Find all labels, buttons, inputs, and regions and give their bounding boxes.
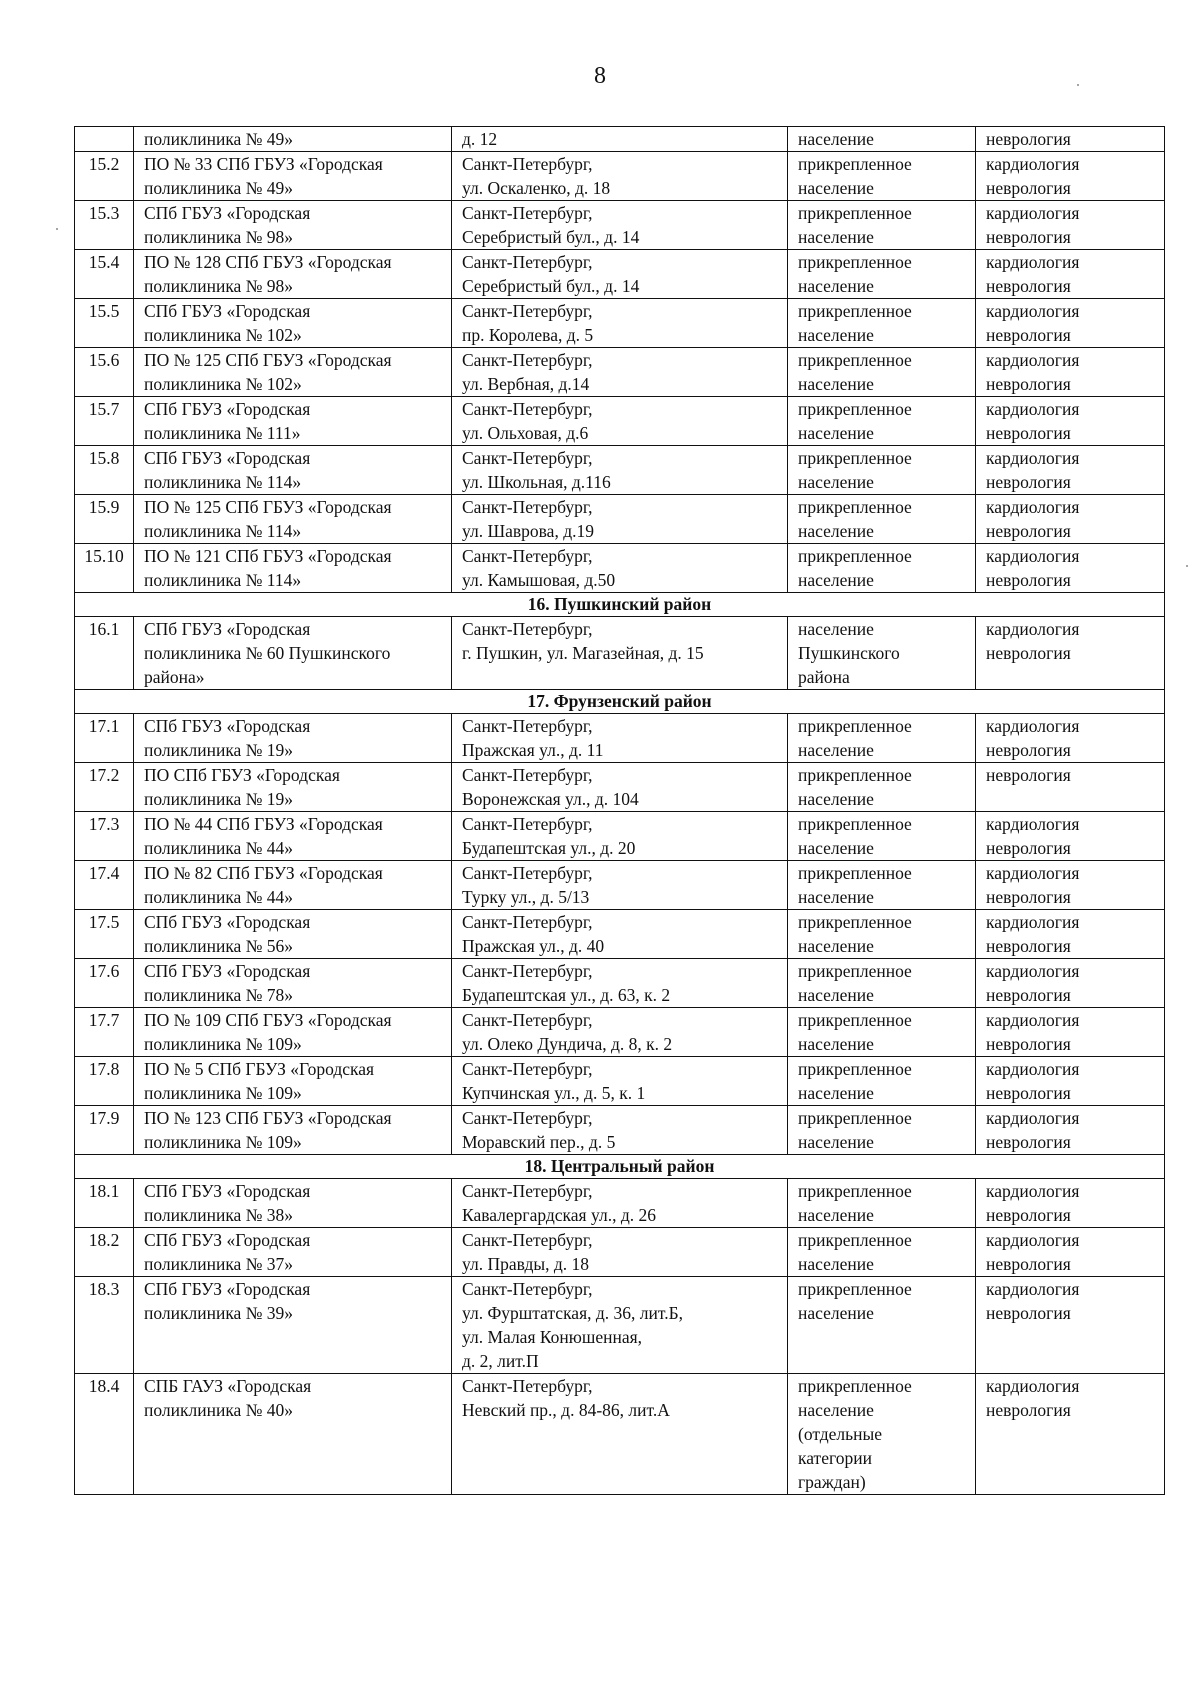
scan-speck [1186,565,1188,567]
row-number-cell: 18.2 [75,1228,134,1277]
population-cell: население Пушкинского района [788,617,976,690]
specialties-cell: кардиология неврология [976,910,1165,959]
table-row [75,495,1165,544]
address-cell: Санкт-Петербург, Пражская ул., д. 11 [452,714,788,763]
address-cell: Санкт-Петербург, ул. Вербная, д.14 [452,348,788,397]
organization-cell: СПб ГБУЗ «Городская поликлиника № 37» [134,1228,452,1277]
table-row [75,1106,1165,1155]
population-cell: прикрепленное население [788,763,976,812]
organization-cell: СПб ГБУЗ «Городская поликлиника № 56» [134,910,452,959]
table-row [75,152,1165,201]
population-cell: прикрепленное население [788,1179,976,1228]
row-number-cell: 15.9 [75,495,134,544]
address-cell: Санкт-Петербург, Серебристый бул., д. 14 [452,201,788,250]
organization-cell: ПО № 123 СПб ГБУЗ «Городская поликлиника № 109» [134,1106,452,1155]
specialties-cell: кардиология неврология [976,544,1165,593]
row-number-cell: 17.8 [75,1057,134,1106]
row-number-cell: 18.1 [75,1179,134,1228]
clinics-table [74,126,1165,1495]
specialties-cell: кардиология неврология [976,861,1165,910]
row-number-cell: 17.9 [75,1106,134,1155]
table-row [75,250,1165,299]
specialties-cell: кардиология неврология [976,250,1165,299]
address-cell: Санкт-Петербург, Будапештская ул., д. 63, к. 2 [452,959,788,1008]
row-number-cell: 17.1 [75,714,134,763]
organization-cell: СПб ГБУЗ «Городская поликлиника № 102» [134,299,452,348]
address-cell: Санкт-Петербург, ул. Школьная, д.116 [452,446,788,495]
table-row [75,1179,1165,1228]
row-number-cell: 15.2 [75,152,134,201]
population-cell: прикрепленное население [788,714,976,763]
specialties-cell: кардиология неврология [976,299,1165,348]
row-number-cell: 18.4 [75,1374,134,1495]
section-title: 18. Центральный район [75,1155,1165,1179]
row-number-cell: 15.3 [75,201,134,250]
row-number-cell: 15.8 [75,446,134,495]
row-number-cell: 16.1 [75,617,134,690]
specialties-cell: кардиология неврология [976,714,1165,763]
row-number-cell: 17.6 [75,959,134,1008]
row-number-cell [75,127,134,152]
address-cell: Санкт-Петербург, г. Пушкин, ул. Магазейная, д. 15 [452,617,788,690]
population-cell: прикрепленное население [788,397,976,446]
population-cell: прикрепленное население [788,861,976,910]
population-cell: прикрепленное население [788,1228,976,1277]
row-number-cell: 15.5 [75,299,134,348]
clinics-table-body [75,127,1165,1495]
specialties-cell: неврология [976,127,1165,152]
address-cell: Санкт-Петербург, Воронежская ул., д. 104 [452,763,788,812]
organization-cell: СПб ГБУЗ «Городская поликлиника № 98» [134,201,452,250]
population-cell: прикрепленное население [788,1057,976,1106]
organization-cell: СПб ГБУЗ «Городская поликлиника № 111» [134,397,452,446]
organization-cell: ПО СПб ГБУЗ «Городская поликлиника № 19» [134,763,452,812]
table-row [75,959,1165,1008]
organization-cell: ПО № 128 СПб ГБУЗ «Городская поликлиника № 98» [134,250,452,299]
specialties-cell: кардиология неврология [976,1374,1165,1495]
specialties-cell: кардиология неврология [976,1057,1165,1106]
specialties-cell: кардиология неврология [976,1277,1165,1374]
population-cell: население [788,127,976,152]
population-cell: прикрепленное население [788,299,976,348]
organization-cell: поликлиника № 49» [134,127,452,152]
row-number-cell: 15.4 [75,250,134,299]
population-cell: прикрепленное население [788,201,976,250]
table-row [75,617,1165,690]
address-cell: Санкт-Петербург, Кавалергардская ул., д. 26 [452,1179,788,1228]
table-row [75,1057,1165,1106]
organization-cell: СПБ ГАУЗ «Городская поликлиника № 40» [134,1374,452,1495]
population-cell: прикрепленное население [788,250,976,299]
specialties-cell: кардиология неврология [976,617,1165,690]
population-cell: прикрепленное население [788,544,976,593]
scan-speck [1077,84,1079,86]
population-cell: прикрепленное население [788,1106,976,1155]
address-cell: Санкт-Петербург, Невский пр., д. 84-86, лит.А [452,1374,788,1495]
row-number-cell: 18.3 [75,1277,134,1374]
table-row [75,1228,1165,1277]
table-row [75,299,1165,348]
population-cell: прикрепленное население [788,495,976,544]
row-number-cell: 17.7 [75,1008,134,1057]
table-row [75,714,1165,763]
population-cell: прикрепленное население [788,910,976,959]
section-row [75,690,1165,714]
address-cell: Санкт-Петербург, ул. Оскаленко, д. 18 [452,152,788,201]
organization-cell: ПО № 82 СПб ГБУЗ «Городская поликлиника № 44» [134,861,452,910]
address-cell: Санкт-Петербург, ул. Ольховая, д.6 [452,397,788,446]
organization-cell: СПб ГБУЗ «Городская поликлиника № 60 Пушкинского района» [134,617,452,690]
population-cell: прикрепленное население (отдельные категории граждан) [788,1374,976,1495]
organization-cell: ПО № 44 СПб ГБУЗ «Городская поликлиника № 44» [134,812,452,861]
address-cell: Санкт-Петербург, ул. Правды, д. 18 [452,1228,788,1277]
table-row [75,1277,1165,1374]
section-title: 16. Пушкинский район [75,593,1165,617]
organization-cell: ПО № 125 СПб ГБУЗ «Городская поликлиника № 114» [134,495,452,544]
table-row [75,127,1165,152]
row-number-cell: 15.10 [75,544,134,593]
specialties-cell: неврология [976,763,1165,812]
address-cell: Санкт-Петербург, ул. Олеко Дундича, д. 8, к. 2 [452,1008,788,1057]
table-row [75,1008,1165,1057]
population-cell: прикрепленное население [788,1008,976,1057]
row-number-cell: 15.6 [75,348,134,397]
row-number-cell: 15.7 [75,397,134,446]
table-row [75,397,1165,446]
table-row [75,446,1165,495]
row-number-cell: 17.2 [75,763,134,812]
address-cell: Санкт-Петербург, Пражская ул., д. 40 [452,910,788,959]
address-cell: Санкт-Петербург, пр. Королева, д. 5 [452,299,788,348]
table-row [75,201,1165,250]
population-cell: прикрепленное население [788,1277,976,1374]
population-cell: прикрепленное население [788,348,976,397]
address-cell: Санкт-Петербург, ул. Шаврова, д.19 [452,495,788,544]
table-row [75,348,1165,397]
population-cell: прикрепленное население [788,152,976,201]
organization-cell: ПО № 5 СПб ГБУЗ «Городская поликлиника № 109» [134,1057,452,1106]
address-cell: Санкт-Петербург, Серебристый бул., д. 14 [452,250,788,299]
organization-cell: ПО № 121 СПб ГБУЗ «Городская поликлиника № 114» [134,544,452,593]
address-cell: Санкт-Петербург, Купчинская ул., д. 5, к. 1 [452,1057,788,1106]
section-row [75,593,1165,617]
address-cell: д. 12 [452,127,788,152]
table-row [75,1374,1165,1495]
organization-cell: СПб ГБУЗ «Городская поликлиника № 78» [134,959,452,1008]
specialties-cell: кардиология неврология [976,812,1165,861]
table-row [75,861,1165,910]
table-row [75,812,1165,861]
table-row [75,544,1165,593]
table-row [75,763,1165,812]
specialties-cell: кардиология неврология [976,446,1165,495]
address-cell: Санкт-Петербург, ул. Фурштатская, д. 36, лит.Б, ул. Малая Конюшенная, д. 2, лит.П [452,1277,788,1374]
specialties-cell: кардиология неврология [976,959,1165,1008]
organization-cell: ПО № 125 СПб ГБУЗ «Городская поликлиника № 102» [134,348,452,397]
specialties-cell: кардиология неврология [976,1106,1165,1155]
address-cell: Санкт-Петербург, ул. Камышовая, д.50 [452,544,788,593]
address-cell: Санкт-Петербург, Будапештская ул., д. 20 [452,812,788,861]
row-number-cell: 17.3 [75,812,134,861]
section-row [75,1155,1165,1179]
scan-speck [56,228,58,230]
organization-cell: СПб ГБУЗ «Городская поликлиника № 38» [134,1179,452,1228]
population-cell: прикрепленное население [788,446,976,495]
specialties-cell: кардиология неврология [976,1179,1165,1228]
organization-cell: СПб ГБУЗ «Городская поликлиника № 39» [134,1277,452,1374]
address-cell: Санкт-Петербург, Турку ул., д. 5/13 [452,861,788,910]
address-cell: Санкт-Петербург, Моравский пер., д. 5 [452,1106,788,1155]
population-cell: прикрепленное население [788,959,976,1008]
organization-cell: СПб ГБУЗ «Городская поликлиника № 114» [134,446,452,495]
specialties-cell: кардиология неврология [976,397,1165,446]
page-number: 8 [594,63,606,89]
specialties-cell: кардиология неврология [976,348,1165,397]
specialties-cell: кардиология неврология [976,1008,1165,1057]
organization-cell: ПО № 33 СПб ГБУЗ «Городская поликлиника № 49» [134,152,452,201]
specialties-cell: кардиология неврология [976,1228,1165,1277]
organization-cell: ПО № 109 СПб ГБУЗ «Городская поликлиника № 109» [134,1008,452,1057]
specialties-cell: кардиология неврология [976,495,1165,544]
population-cell: прикрепленное население [788,812,976,861]
row-number-cell: 17.4 [75,861,134,910]
table-row [75,910,1165,959]
section-title: 17. Фрунзенский район [75,690,1165,714]
specialties-cell: кардиология неврология [976,152,1165,201]
row-number-cell: 17.5 [75,910,134,959]
specialties-cell: кардиология неврология [976,201,1165,250]
organization-cell: СПб ГБУЗ «Городская поликлиника № 19» [134,714,452,763]
